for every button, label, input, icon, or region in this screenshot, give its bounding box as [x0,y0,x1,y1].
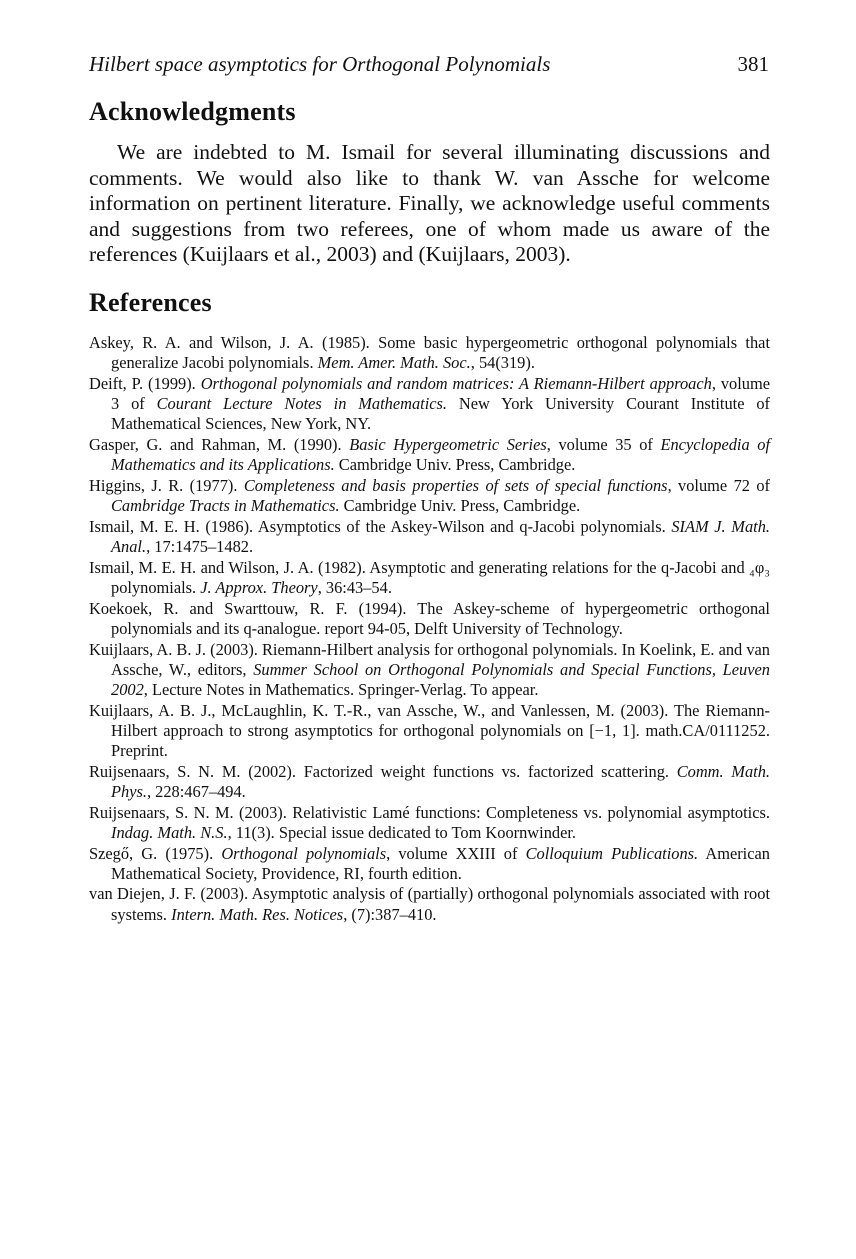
reference-entry: Szegő, G. (1975). Orthogonal polynomials, volume XXIII of Colloquium Publications. American Mathematical Society, Providence, RI, fourth edition. [89,843,770,883]
page-number: 381 [737,52,769,76]
reference-entry: Deift, P. (1999). Orthogonal polynomials and random matrices: A Riemann-Hilbert approach, volume 3 of Courant Lecture Notes in Mathematics. New York University Courant Institute of Mathematical Sciences, New York, NY. [89,373,771,434]
running-head-title: Hilbert space asymptotics for Orthogonal Polynomials [89,52,551,76]
acknowledgments-heading: Acknowledgments [89,97,296,126]
acknowledgments-paragraph: We are indebted to M. Ismail for several illuminating discussions and comments. We would also like to thank W. van Assche for welcome information on pertinent literature. Finally, we acknowledge useful comments and suggestions from two referees, one of whom made us aware of the references (Kuijlaars et al., 2003) and (Kuijlaars, 2003). [89,140,770,267]
reference-entry: Ruijsenaars, S. N. M. (2003). Relativistic Lamé functions: Completeness vs. polynomial asymptotics. Indag. Math. N.S., 11(3). Special issue dedicated to Tom Koornwinder. [89,802,770,842]
reference-list [89,333,770,925]
reference-entry: Koekoek, R. and Swarttouw, R. F. (1994). The Askey-scheme of hypergeometric orthogonal polynomials and its q-analogue. report 94-05, Delft University of Technology. [89,598,770,638]
reference-entry: van Diejen, J. F. (2003). Asymptotic analysis of (partially) orthogonal polynomials associated with root systems. Intern. Math. Res. Notices, (7):387–410. [89,884,770,924]
reference-entry: Ismail, M. E. H. and Wilson, J. A. (1982). Asymptotic and generating relations for the q-Jacobi and ₄φ₃ polynomials. J. Approx. Theory, 36:43–54. [89,557,770,597]
reference-entry: Gasper, G. and Rahman, M. (1990). Basic Hypergeometric Series, volume 35 of Encyclopedia of Mathematics and its Applications. Cambridge Univ. Press, Cambridge. [89,435,771,475]
reference-entry: Ismail, M. E. H. (1986). Asymptotics of the Askey-Wilson and q-Jacobi polynomials. SIAM J. Math. Anal., 17:1475–1482. [89,516,770,557]
reference-entry: Askey, R. A. and Wilson, J. A. (1985). Some basic hypergeometric orthogonal polynomials that generalize Jacobi polynomials. Mem. Amer. Math. Soc., 54(319). [89,333,770,373]
references-heading: References [89,288,212,317]
reference-entry: Higgins, J. R. (1977). Completeness and basis properties of sets of special functions, volume 72 of Cambridge Tracts in Mathematics. Cambridge Univ. Press, Cambridge. [89,475,770,516]
running-head [89,50,769,78]
reference-entry: Kuijlaars, A. B. J. (2003). Riemann-Hilbert analysis for orthogonal polynomials. In Koelink, E. and van Assche, W., editors, Summer School on Orthogonal Polynomials and Special Functions, Leuven 2002, Lecture Notes in Mathematics. Springer-Verlag. To appear. [89,639,771,699]
reference-entry: Ruijsenaars, S. N. M. (2002). Factorized weight functions vs. factorized scattering. Comm. Math. Phys., 228:467–494. [89,761,770,801]
reference-entry: Kuijlaars, A. B. J., McLaughlin, K. T.-R., van Assche, W., and Vanlessen, M. (2003). The Riemann-Hilbert approach to strong asymptotics for orthogonal polynomials on [−1, 1]. math.CA/0111252. Preprint. [89,700,770,761]
